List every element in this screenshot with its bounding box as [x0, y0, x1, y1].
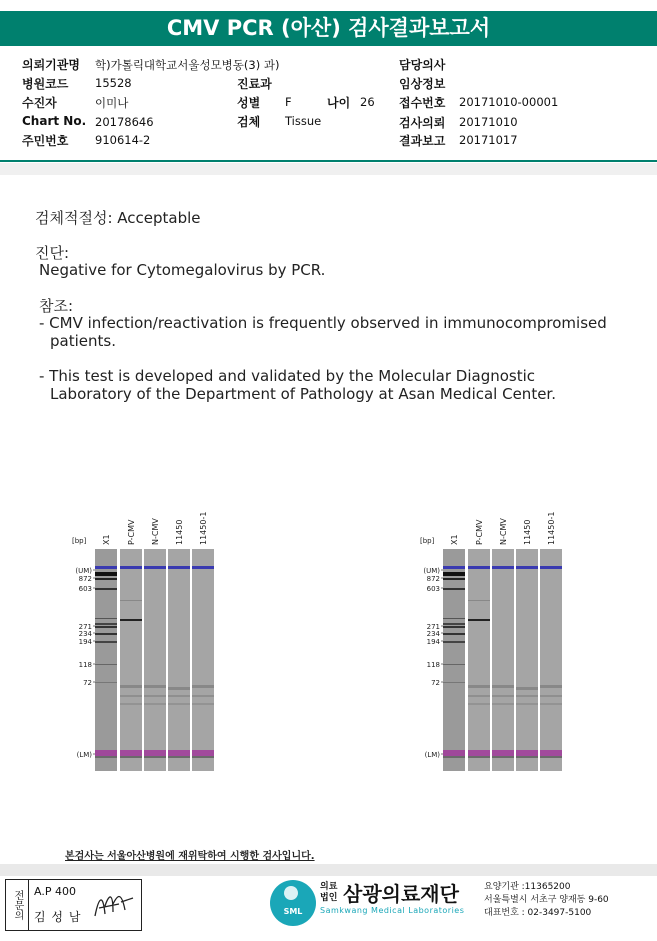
gel-pcmv-faint-l: [120, 600, 142, 601]
value-age: 26: [360, 95, 375, 109]
label-doctor: 담당의사: [399, 58, 446, 72]
org-small-label: [320, 882, 337, 904]
gel-marker-label-r-4: 234: [426, 630, 440, 638]
gel-lm-band-r-1: [468, 750, 490, 756]
header-band: [0, 163, 657, 175]
gel-um-band-l-4: [192, 566, 214, 569]
gel-lane-r-1: [468, 549, 490, 771]
org-line2: 서울특별시 서초구 양재동 9-60: [484, 895, 609, 905]
value-chart-no: 20178646: [95, 115, 154, 129]
value-request-date: 20171010: [459, 115, 518, 129]
org-name: 삼광의료재단: [343, 882, 459, 906]
gel-unit-label: [bp]: [420, 537, 435, 545]
gel-lane-label-r-1: P-CMV: [475, 519, 484, 545]
gel-marker-label-l-8: (LM): [76, 751, 92, 759]
gel-ladder-band-r-2: [443, 588, 465, 590]
footer-note: 본검사는 서울아산병원에 재위탁하여 시행한 검사입니다.: [65, 851, 315, 862]
gel-ladder-band-l-0: [95, 572, 117, 576]
gel-smear-a-l-4: [192, 685, 214, 688]
gel-um-band-r-1: [468, 566, 490, 569]
gel-lm-band-r-3: [516, 750, 538, 756]
gel-marker-label-l-7: 72: [83, 679, 92, 687]
patient-info: [0, 52, 657, 162]
gel-marker-label-r-5: 194: [426, 638, 440, 646]
gel-ladder-band-r-6: [443, 633, 465, 635]
gel-lm-band-l-3: [168, 750, 190, 756]
gel-image-left: [60, 505, 275, 775]
gel-lm-shadow-r-1: [468, 756, 490, 758]
gel-lm-band-l-2: [144, 750, 166, 756]
stamp-code: A.P 400: [34, 885, 76, 898]
gel-um-band-l-2: [144, 566, 166, 569]
value-specimen: Tissue: [285, 114, 322, 128]
gel-smear-b-r-1: [468, 695, 490, 697]
gel-lane-l-1: [120, 549, 142, 771]
gel-ladder-band-r-3: [443, 618, 465, 619]
label-patient-name: 수진자: [22, 96, 57, 110]
gel-smear-a-r-2: [492, 685, 514, 688]
gel-marker-label-l-4: 234: [78, 630, 92, 638]
gel-image-right: [408, 505, 623, 775]
gel-marker-label-r-1: 872: [426, 575, 440, 583]
gel-pcmv-band-l: [120, 619, 142, 621]
reference-2-line1: - This test is developed and validated by the Molecular Diagnostic: [39, 367, 536, 385]
label-department: 진료과: [237, 77, 272, 91]
gel-pcmv-band-r: [468, 619, 490, 621]
gel-lm-shadow-l-2: [144, 756, 166, 758]
gel-ladder-band-l-5: [95, 626, 117, 628]
gel-smear-b-l-2: [144, 695, 166, 697]
gel-smear-a-r-1: [468, 685, 490, 688]
gel-marker-label-r-7: 72: [431, 679, 440, 687]
label-specimen: 검체: [237, 115, 261, 129]
gel-lm-shadow-l-1: [120, 756, 142, 758]
gel-lm-band-r-4: [540, 750, 562, 756]
org-contact: [484, 881, 609, 920]
gel-lane-r-3: [516, 549, 538, 771]
gel-smear-c-r-2: [492, 703, 514, 705]
label-age: 나이: [327, 96, 351, 110]
org-english: Samkwang Medical Laboratories: [320, 906, 465, 915]
label-clinical-info: 임상정보: [399, 77, 446, 91]
label-receipt-no: 접수번호: [399, 96, 446, 110]
gel-ladder-band-r-9: [443, 682, 465, 683]
gel-marker-label-l-0: (UM): [75, 567, 92, 575]
footer-band: [0, 864, 657, 876]
gel-lm-shadow-l-4: [192, 756, 214, 758]
gel-lane-l-2: [144, 549, 166, 771]
gel-smear-c-r-4: [540, 703, 562, 705]
adequacy-text: 검체적절성: Acceptable: [35, 209, 201, 227]
label-hospital-code: 병원코드: [22, 77, 69, 91]
value-sex: F: [285, 95, 292, 109]
gel-marker-label-l-5: 194: [78, 638, 92, 646]
label-sex: 성별: [237, 96, 261, 110]
gel-marker-label-r-2: 603: [426, 585, 440, 593]
gel-smear-c-l-3: [168, 703, 190, 705]
org-line1: 요양기관 :11365200: [484, 882, 571, 892]
gel-smear-c-r-1: [468, 703, 490, 705]
gel-lm-band-r-2: [492, 750, 514, 756]
gel-marker-label-l-6: 118: [78, 661, 92, 669]
gel-ladder-band-l-8: [95, 664, 117, 665]
gel-um-band-r-2: [492, 566, 514, 569]
gel-lane-l-0: [95, 549, 117, 771]
gel-lm-band-l-4: [192, 750, 214, 756]
info-divider: [0, 160, 657, 162]
reference-1-line1: - CMV infection/reactivation is frequently observed in immunocompromised: [39, 314, 607, 332]
gel-lm-shadow-r-2: [492, 756, 514, 758]
gel-lm-band-l-0: [95, 750, 117, 756]
gel-lane-r-0: [443, 549, 465, 771]
gel-lane-label-l-0: X1: [102, 534, 111, 545]
report-title: CMV PCR (아산) 검사결과보고서: [0, 11, 657, 46]
gel-um-band-l-1: [120, 566, 142, 569]
value-requesting-institution: 학)가톨릭대학교서울성모병동(3) 과): [95, 58, 280, 72]
gel-smear-a-l-2: [144, 685, 166, 688]
logo-text: SML: [283, 907, 303, 916]
gel-lm-shadow-l-3: [168, 756, 190, 758]
gel-smear-b-r-3: [516, 695, 538, 697]
gel-ladder-band-l-3: [95, 618, 117, 619]
reference-label: 참조:: [39, 297, 74, 315]
gel-smear-c-l-1: [120, 703, 142, 705]
gel-lm-shadow-r-4: [540, 756, 562, 758]
gel-smear-c-l-2: [144, 703, 166, 705]
gel-lane-l-4: [192, 549, 214, 771]
gel-lane-label-r-4: 11450-1: [547, 511, 556, 545]
gel-ladder-band-r-4: [443, 623, 465, 625]
gel-lane-label-l-3: 11450: [175, 519, 184, 545]
gel-lm-shadow-r-0: [443, 756, 465, 758]
label-report-date: 결과보고: [399, 134, 446, 148]
gel-ladder-band-l-1: [95, 578, 117, 580]
gel-marker-label-r-6: 118: [426, 661, 440, 669]
gel-smear-b-l-3: [168, 695, 190, 697]
gel-smear-a-l-1: [120, 685, 142, 688]
gel-lane-label-r-0: X1: [450, 534, 459, 545]
stamp-side-label: 전문의: [6, 880, 29, 930]
gel-lm-shadow-r-3: [516, 756, 538, 758]
gel-unit-label: [bp]: [72, 537, 87, 545]
gel-marker-label-l-2: 603: [78, 585, 92, 593]
gel-smear-b-l-4: [192, 695, 214, 697]
reference-1-line2: patients.: [50, 332, 116, 350]
gel-ladder-band-l-6: [95, 633, 117, 635]
gel-smear-b-r-2: [492, 695, 514, 697]
value-report-date: 20171017: [459, 133, 518, 147]
gel-lane-r-4: [540, 549, 562, 771]
gel-lane-label-l-1: P-CMV: [127, 519, 136, 545]
value-hospital-code: 15528: [95, 76, 132, 90]
gel-ladder-band-r-0: [443, 572, 465, 576]
gel-um-band-l-0: [95, 566, 117, 569]
value-resident-no: 910614-2: [95, 133, 151, 147]
reference-2-line2: Laboratory of the Department of Pathology at Asan Medical Center.: [50, 385, 556, 403]
gel-smear-c-l-4: [192, 703, 214, 705]
gel-lane-label-l-4: 11450-1: [199, 511, 208, 545]
gel-um-band-r-4: [540, 566, 562, 569]
gel-ladder-band-l-4: [95, 623, 117, 625]
gel-marker-label-l-3: 271: [78, 623, 92, 631]
value-receipt-no: 20171010-00001: [459, 95, 559, 109]
label-requesting-institution: 의뢰기관명: [22, 58, 80, 72]
gel-lm-band-r-0: [443, 750, 465, 756]
label-resident-no: 주민번호: [22, 134, 69, 148]
gel-ladder-band-l-2: [95, 588, 117, 590]
gel-smear-a-r-3: [516, 687, 538, 690]
value-patient-name: 이미나: [95, 96, 129, 110]
gel-ladder-band-r-5: [443, 626, 465, 628]
gel-lane-label-r-3: 11450: [523, 519, 532, 545]
gel-ladder-band-r-1: [443, 578, 465, 580]
gel-smear-a-l-3: [168, 687, 190, 690]
gel-smear-b-l-1: [120, 695, 142, 697]
gel-pcmv-faint-r: [468, 600, 490, 601]
gel-lane-label-l-2: N-CMV: [151, 518, 160, 545]
label-request-date: 검사의뢰: [399, 116, 446, 130]
label-chart-no: Chart No.: [22, 114, 87, 128]
gel-um-band-r-3: [516, 566, 538, 569]
gel-smear-c-r-3: [516, 703, 538, 705]
gel-um-band-r-0: [443, 566, 465, 569]
org-line3: 대표번호 : 02-3497-5100: [484, 908, 592, 918]
gel-marker-label-r-3: 271: [426, 623, 440, 631]
gel-lane-l-3: [168, 549, 190, 771]
gel-lane-r-2: [492, 549, 514, 771]
signature-image: [91, 886, 136, 924]
stamp-name: 김 성 남: [34, 910, 82, 924]
sml-logo-icon: [270, 880, 316, 926]
gel-lane-label-r-2: N-CMV: [499, 518, 508, 545]
gel-smear-a-r-4: [540, 685, 562, 688]
gel-marker-label-l-1: 872: [78, 575, 92, 583]
gel-lm-shadow-l-0: [95, 756, 117, 758]
pathologist-stamp: [5, 879, 142, 931]
gel-ladder-band-l-7: [95, 641, 117, 643]
gel-ladder-band-r-8: [443, 664, 465, 665]
org-small-bottom: 법인: [320, 893, 338, 903]
gel-marker-label-r-0: (UM): [423, 567, 440, 575]
gel-um-band-l-3: [168, 566, 190, 569]
gel-ladder-band-r-7: [443, 641, 465, 643]
diagnosis-text: Negative for Cytomegalovirus by PCR.: [39, 261, 326, 279]
gel-marker-label-r-8: (LM): [424, 751, 440, 759]
gel-smear-b-r-4: [540, 695, 562, 697]
gel-ladder-band-l-9: [95, 682, 117, 683]
gel-lm-band-l-1: [120, 750, 142, 756]
org-small-top: 의료: [320, 882, 338, 892]
diagnosis-label: 진단:: [35, 244, 70, 262]
